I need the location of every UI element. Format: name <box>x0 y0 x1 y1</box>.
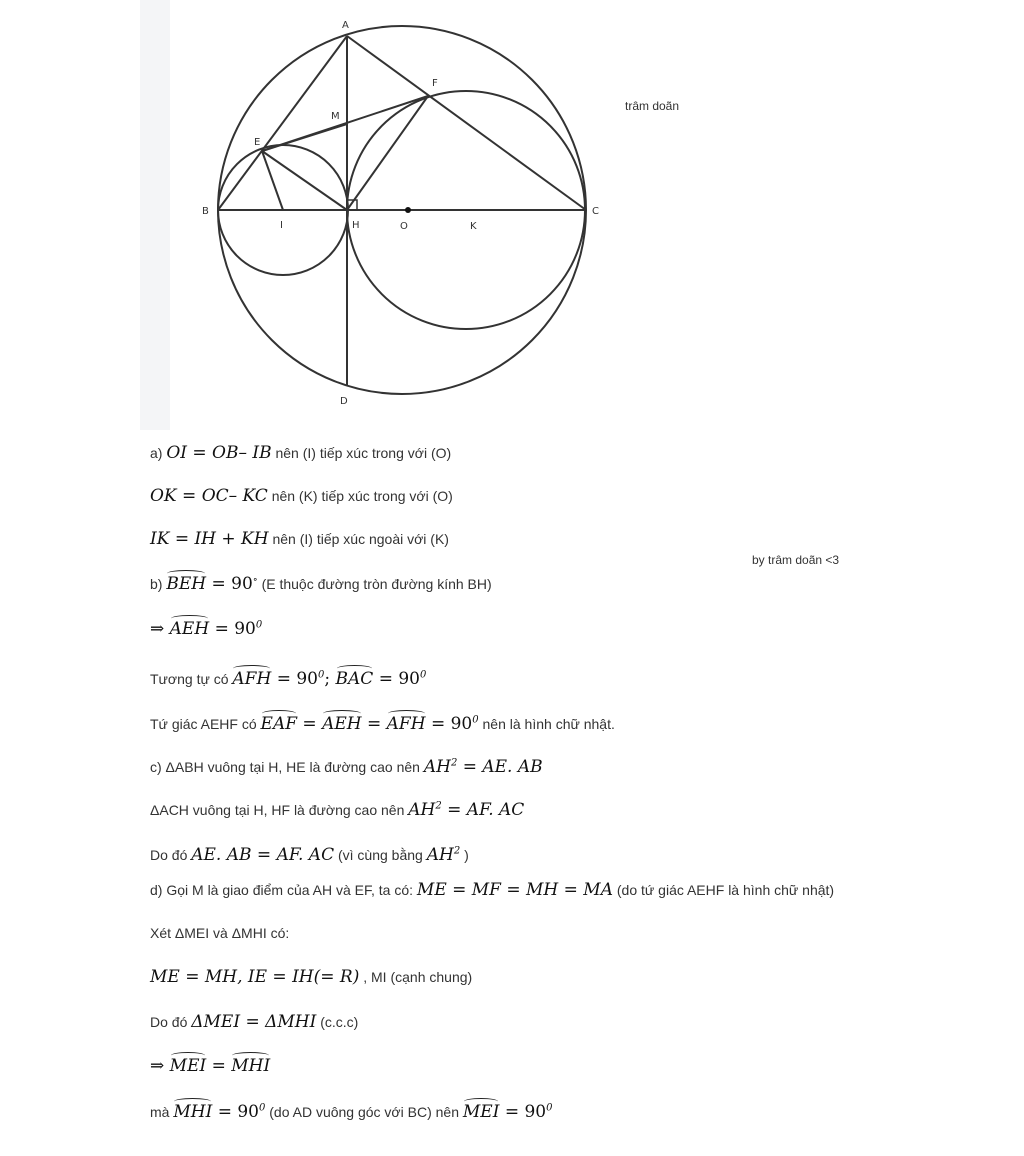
segment-em <box>262 124 347 151</box>
math-expression: OK = OC– KC <box>150 486 268 506</box>
solution-a-line-3: IK = IH + KH nên (I) tiếp xúc ngoài với (K) <box>150 529 449 549</box>
angle-bar: BEH <box>166 570 206 594</box>
label-m: M <box>331 111 340 122</box>
label-c: C <box>592 206 599 217</box>
label-o: O <box>400 221 408 232</box>
label-d: D <box>340 396 348 407</box>
solution-c-line-2: ΔACH vuông tại H, HF là đường cao nên $AH^2$ = AF. AC <box>150 800 525 820</box>
segment-ac <box>347 36 586 210</box>
solution-d-line-5: ⇒ MEI = MHI <box>150 1052 270 1076</box>
geometry-figure <box>0 0 1024 420</box>
label-f: F <box>432 78 438 89</box>
label-a: A <box>342 20 349 31</box>
segment-fh <box>347 96 428 210</box>
segment-eh <box>262 151 347 210</box>
watermark-signature: by trâm doãn <3 <box>752 553 840 567</box>
label-i: I <box>280 220 283 231</box>
watermark-author: trâm doãn <box>625 99 680 113</box>
solution-d-line-4: Do đó ΔMEI = ΔMHI (c.c.c) <box>150 1012 359 1032</box>
solution-a-line-2: OK = OC– KC nên (K) tiếp xúc trong với (O) <box>150 486 453 506</box>
solution-c-line-3: Do đó AE. AB = AF. AC (vì cùng bằng $AH^2$ ) <box>150 845 469 865</box>
point-o <box>405 207 411 213</box>
segment-ei <box>262 151 283 210</box>
solution-a-line-1: a) OI = OB– IB nên (I) tiếp xúc trong với (O) <box>150 443 452 463</box>
solution-c-line-1: c) ΔABH vuông tại H, HE là đường cao nên $AH^2$ = AE. AB <box>150 757 543 777</box>
label-k: K <box>470 221 477 232</box>
segment-ab <box>218 36 347 210</box>
solution-d-line-1: d) Gọi M là giao điểm của AH và EF, ta có: ME = MF = MH = MA (do tứ giác AEHF là hình chữ nhật) <box>150 880 835 900</box>
math-expression: OI = OB– IB <box>166 443 272 463</box>
solution-d-line-3: ME = MH, IE = IH(= R) , MI (cạnh chung) <box>150 967 473 987</box>
solution-b-line-1: b) BEH = 90∘ (E thuộc đường tròn đường kính BH) <box>150 570 492 594</box>
label-h: H <box>352 220 360 231</box>
solution-d-line-2: Xét ΔMEI và ΔMHI có: <box>150 925 290 941</box>
solution-d-line-6: mà MHI = $90^0$ (do AD vuông góc với BC) nên MEI = $90^0$ <box>150 1098 552 1122</box>
math-expression: IK = IH + KH <box>150 529 269 549</box>
solution-b-line-2: ⇒ AEH = $90^0$ <box>150 615 262 639</box>
solution-b-line-3: Tương tự có AFH = $90^0$; BAC = $90^0$ <box>150 665 426 689</box>
label-e: E <box>254 137 261 148</box>
solution-b-line-4: Tứ giác AEHF có EAF = AEH = AFH = $90^0$ nên là hình chữ nhật. <box>150 710 615 734</box>
label-b: B <box>202 206 209 217</box>
